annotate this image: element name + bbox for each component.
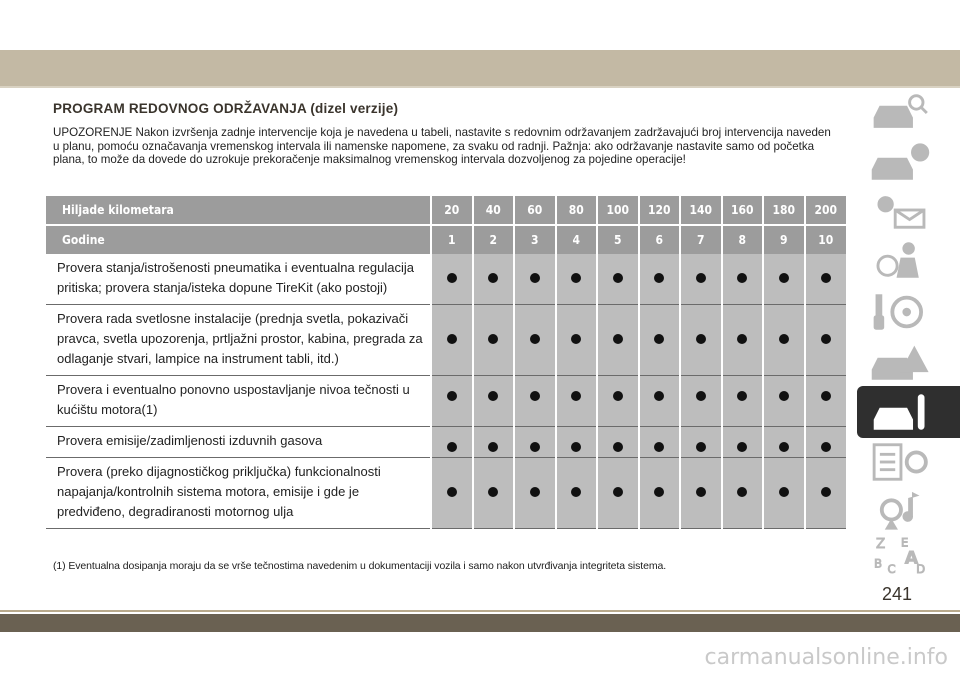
interval-cell	[639, 254, 681, 305]
svg-text:D: D	[916, 562, 926, 575]
check-dot-icon	[488, 442, 498, 452]
table-row	[46, 458, 846, 529]
table-row	[46, 305, 846, 376]
interval-cell	[805, 376, 847, 427]
check-dot-icon	[613, 334, 623, 344]
interval-cell	[597, 376, 639, 427]
interval-cell	[514, 427, 556, 458]
interval-cell	[556, 254, 598, 305]
check-dot-icon	[737, 442, 747, 452]
header-row-years	[46, 225, 846, 254]
check-dot-icon	[737, 391, 747, 401]
check-dot-icon	[571, 487, 581, 497]
top-margin	[0, 0, 960, 50]
interval-cell	[639, 458, 681, 529]
header-km-cell: 180	[763, 196, 805, 225]
check-dot-icon	[488, 391, 498, 401]
check-dot-icon	[696, 334, 706, 344]
check-dot-icon	[821, 442, 831, 452]
sidebar-item-car-info[interactable]	[861, 138, 941, 186]
interval-cell	[639, 305, 681, 376]
check-dot-icon	[571, 442, 581, 452]
header-rule	[0, 86, 960, 88]
row-label: Provera rada svetlosne instalacije (prednja svetla, pokazivači pravca, svetla upozorenja, prtljažni prostor, kabina, pregrada za odlaganje stvari, lampice na instrument tabli, itd.)	[46, 305, 431, 376]
sidebar-item-alphabet-index[interactable]	[861, 528, 941, 576]
interval-cell	[805, 458, 847, 529]
interval-cell	[763, 458, 805, 529]
header-km-cell: 140	[680, 196, 722, 225]
interval-cell	[431, 305, 473, 376]
check-dot-icon	[737, 334, 747, 344]
check-dot-icon	[530, 442, 540, 452]
row-label: Provera stanja/istrošenosti pneumatika i eventualna regulacija pritiska; provera stanja/isteka dopune TireKit (ako postoji)	[46, 254, 431, 305]
interval-cell	[639, 376, 681, 427]
car-wrench-icon	[867, 389, 937, 435]
interval-cell	[805, 254, 847, 305]
car-warning-icon	[865, 339, 935, 385]
interval-cell	[722, 427, 764, 458]
interval-cell	[680, 376, 722, 427]
check-dot-icon	[737, 487, 747, 497]
check-dot-icon	[571, 273, 581, 283]
table-row	[46, 254, 846, 305]
header-year-cell: 4	[556, 225, 598, 254]
interval-cell	[431, 254, 473, 305]
header-year-cell: 7	[680, 225, 722, 254]
interval-cell	[722, 458, 764, 529]
check-dot-icon	[696, 442, 706, 452]
interval-cell	[805, 427, 847, 458]
maintenance-table	[46, 196, 846, 529]
check-dot-icon	[654, 487, 664, 497]
interval-cell	[514, 376, 556, 427]
header-band	[0, 50, 960, 86]
header-km-cell: 100	[597, 196, 639, 225]
interval-cell	[763, 254, 805, 305]
airbag-person-icon	[865, 237, 935, 283]
interval-cell	[722, 376, 764, 427]
header-km-cell: 60	[514, 196, 556, 225]
sidebar-item-music-navigation[interactable]	[861, 484, 941, 532]
header-year-cell: 5	[597, 225, 639, 254]
check-dot-icon	[613, 273, 623, 283]
chapter-sidebar	[857, 88, 960, 578]
sidebar-item-key-steering[interactable]	[861, 288, 941, 336]
key-steering-icon	[865, 289, 935, 335]
interval-cell	[763, 305, 805, 376]
interval-cell	[431, 376, 473, 427]
sidebar-item-car-search[interactable]	[861, 88, 941, 136]
check-dot-icon	[654, 273, 664, 283]
header-year-cell: 3	[514, 225, 556, 254]
car-search-icon	[865, 89, 935, 135]
interval-cell	[556, 458, 598, 529]
header-km-cell: 20	[431, 196, 473, 225]
interval-cell	[514, 254, 556, 305]
check-dot-icon	[447, 391, 457, 401]
check-dot-icon	[696, 487, 706, 497]
sidebar-item-car-warning[interactable]	[861, 338, 941, 386]
warning-text: UPOZORENJE Nakon izvršenja zadnje intervencije koja je navedena u tabeli, nastavite s redovnim održavanjem zadržavajući broj intervencija naveden u planu, pomoću označavanja vremenskog intervala ili namenske napomene, za svaku od radnji. Pažnja: ako održavanje nastavite samo od početka plana, to može da dovede do uzrokuje prekoračenje maksimalnog vremenskog intervala dozvoljenog za pojedine operacije!	[53, 126, 831, 167]
lights-mail-icon	[865, 187, 935, 233]
interval-cell	[514, 458, 556, 529]
interval-cell	[680, 458, 722, 529]
check-dot-icon	[779, 391, 789, 401]
music-navigation-icon	[865, 485, 935, 531]
check-dot-icon	[821, 334, 831, 344]
interval-cell	[680, 427, 722, 458]
header-year-cell: 10	[805, 225, 847, 254]
check-dot-icon	[613, 391, 623, 401]
check-dot-icon	[447, 334, 457, 344]
watermark: carmanualsonline.info	[704, 645, 948, 670]
header-km-cell: 80	[556, 196, 598, 225]
check-dot-icon	[654, 391, 664, 401]
interval-cell	[722, 305, 764, 376]
header-years-label: Godine	[46, 225, 431, 254]
svg-text:E: E	[900, 535, 909, 550]
check-dot-icon	[488, 487, 498, 497]
interval-cell	[805, 305, 847, 376]
interval-cell	[597, 254, 639, 305]
header-km-cell: 40	[473, 196, 515, 225]
check-dot-icon	[488, 334, 498, 344]
check-dot-icon	[779, 334, 789, 344]
section-title: PROGRAM REDOVNOG ODRŽAVANJA (dizel verzije)	[53, 101, 399, 116]
check-dot-icon	[447, 487, 457, 497]
interval-cell	[556, 427, 598, 458]
interval-cell	[431, 427, 473, 458]
header-row-km	[46, 196, 846, 225]
row-label: Provera (preko dijagnostičkog priključka) funkcionalnosti napajanja/kontrolnih sistema motora, emisije i gde je predviđeno, degradiranosti motornog ulja	[46, 458, 431, 529]
row-label: Provera emisije/zadimljenosti izduvnih gasova	[46, 427, 431, 458]
interval-cell	[473, 254, 515, 305]
sidebar-item-airbag-person[interactable]	[861, 236, 941, 284]
interval-cell	[597, 305, 639, 376]
svg-text:Z: Z	[876, 537, 886, 553]
interval-cell	[680, 254, 722, 305]
interval-cell	[473, 427, 515, 458]
check-dot-icon	[737, 273, 747, 283]
alphabet-index-icon	[865, 529, 935, 575]
header-km-cell: 200	[805, 196, 847, 225]
check-dot-icon	[821, 273, 831, 283]
interval-cell	[473, 376, 515, 427]
check-dot-icon	[779, 273, 789, 283]
interval-cell	[431, 458, 473, 529]
check-dot-icon	[654, 442, 664, 452]
list-gear-icon	[865, 439, 935, 485]
check-dot-icon	[530, 487, 540, 497]
check-dot-icon	[488, 273, 498, 283]
table-row	[46, 376, 846, 427]
svg-text:A: A	[904, 548, 919, 569]
check-dot-icon	[571, 391, 581, 401]
check-dot-icon	[530, 273, 540, 283]
page-number: 241	[882, 584, 913, 604]
interval-cell	[556, 305, 598, 376]
footer-rule	[0, 610, 960, 612]
interval-cell	[722, 254, 764, 305]
header-km-cell: 120	[639, 196, 681, 225]
interval-cell	[639, 427, 681, 458]
interval-cell	[473, 305, 515, 376]
footnote: (1) Eventualna dosipanja moraju da se vrše tečnostima navedenim u dokumentaciji vozila i samo nakon utvrđivanja integriteta sistema.	[53, 560, 667, 572]
check-dot-icon	[447, 273, 457, 283]
check-dot-icon	[571, 334, 581, 344]
header-year-cell: 2	[473, 225, 515, 254]
interval-cell	[763, 376, 805, 427]
check-dot-icon	[530, 334, 540, 344]
interval-cell	[763, 427, 805, 458]
check-dot-icon	[696, 273, 706, 283]
row-label: Provera i eventualno ponovno uspostavljanje nivoa tečnosti u kućištu motora(1)	[46, 376, 431, 427]
header-year-cell: 9	[763, 225, 805, 254]
interval-cell	[473, 458, 515, 529]
svg-text:C: C	[887, 562, 896, 575]
footer-band	[0, 614, 960, 632]
check-dot-icon	[696, 391, 706, 401]
interval-cell	[680, 305, 722, 376]
header-year-cell: 6	[639, 225, 681, 254]
check-dot-icon	[779, 487, 789, 497]
table-row	[46, 427, 846, 458]
check-dot-icon	[821, 487, 831, 497]
check-dot-icon	[613, 487, 623, 497]
header-year-cell: 1	[431, 225, 473, 254]
sidebar-item-car-wrench[interactable]	[857, 386, 960, 438]
check-dot-icon	[447, 442, 457, 452]
header-year-cell: 8	[722, 225, 764, 254]
interval-cell	[597, 458, 639, 529]
interval-cell	[597, 427, 639, 458]
check-dot-icon	[613, 442, 623, 452]
car-info-icon	[865, 139, 935, 185]
check-dot-icon	[821, 391, 831, 401]
interval-cell	[556, 376, 598, 427]
check-dot-icon	[779, 442, 789, 452]
svg-text:B: B	[874, 556, 883, 571]
header-km-label: Hiljade kilometara	[46, 196, 431, 225]
check-dot-icon	[654, 334, 664, 344]
check-dot-icon	[530, 391, 540, 401]
interval-cell	[514, 305, 556, 376]
sidebar-item-lights-mail[interactable]	[861, 186, 941, 234]
header-km-cell: 160	[722, 196, 764, 225]
sidebar-item-list-gear[interactable]	[861, 438, 941, 486]
